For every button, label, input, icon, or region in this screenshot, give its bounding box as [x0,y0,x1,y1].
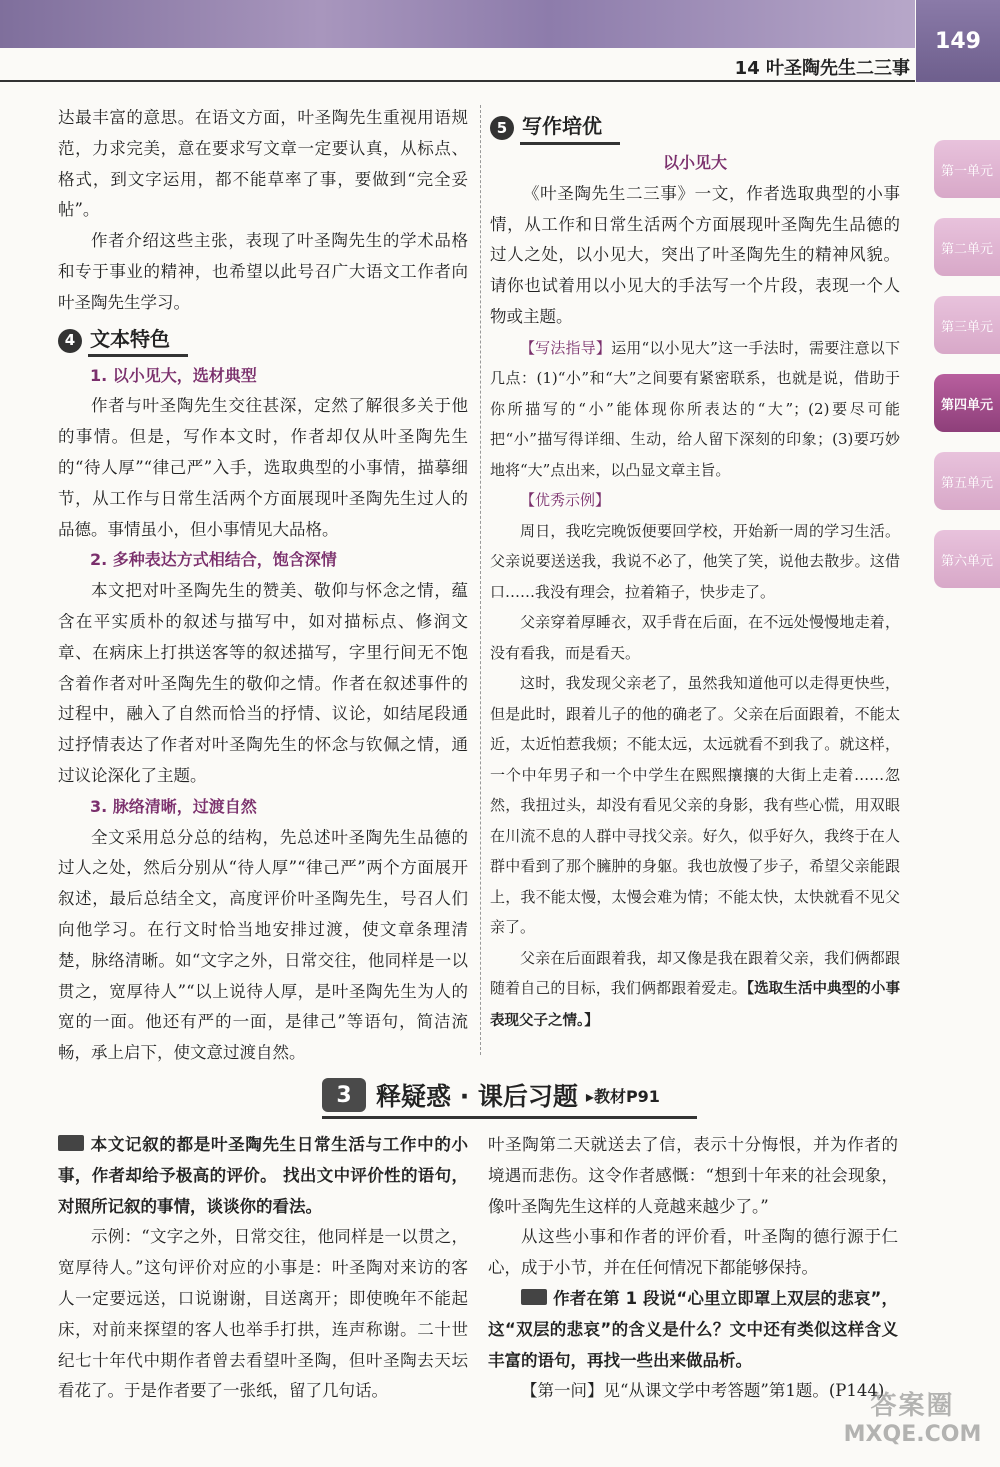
example-paragraph-1: 周日，我吃完晚饭便要回学校，开始新一周的学习生活。父亲说要送送我，我说不必了，他笑了笑，说他去散步。这借口……我没有理会，拉着箱子，快步走了。 [490,521,900,601]
banner-badge: 3 [322,1078,366,1112]
example-paragraph-4: 父亲在后面跟着我，却又像是我在跟着父亲，我们俩都跟随着自己的目标，我们俩都跟着爱走。 [490,948,900,998]
intro-paragraph-1: 达最丰富的意思。在语文方面，叶圣陶先生重视用语规范，力求完美，意在要求写文章一定要认真，从标点、格式，到文字运用，都不能草率了事，要做到“完全妥帖”。 [58,108,468,220]
left-column [58,103,468,1069]
answer-1-left: 示例：“文字之外，日常交往，他同样是一以贯之，宽厚待人。”这句评价对应的小事是：叶圣陶对来访的客人一定要远送，口说谢谢，目送离开；即使晚年不能起床，对前来探望的客人也举手打拱，连声称谢。二十世纪七十年代中期作者曾去看望叶圣陶，但叶圣陶去天坛看花了。于是作者要了一张纸，留了几句话。 [58,1227,468,1401]
page-number: 149 [916,0,1000,82]
unit-tab-4[interactable]: 第四单元 [934,374,1000,432]
intro-paragraph-2: 作者介绍这些主张，表现了叶圣陶先生的学术品格和专于事业的精神，也希望以此号召广大语文工作者向叶圣陶先生学习。 [58,231,468,312]
running-title: 14 叶圣陶先生二三事 [734,58,910,79]
unit-tab-6[interactable]: 第六单元 [934,530,1000,588]
feature-3-heading: 3. 脉络清晰，过渡自然 [90,796,257,816]
section-4-number: 4 [58,329,82,353]
watermark-logo: 答案圈 [870,1391,955,1421]
banner-title: 释疑惑 · 课后习题 [376,1082,578,1111]
section-5-number: 5 [490,116,514,140]
exercise-right [488,1130,898,1407]
header-band [0,0,915,48]
feature-1-heading: 1. 以小见大，选材典型 [90,365,257,385]
banner-subtitle: ▸教材P91 [585,1086,660,1106]
section-5-heading [490,110,900,146]
watermark [830,1385,995,1460]
feature-1-text: 作者与叶圣陶先生交往甚深，定然了解很多关于他的事情。但是，写作本文时，作者却仅从叶圣陶先生的“待人厚”“律己严”入手，选取典型的小事情，描摹细节，从工作与日常生活两个方面展现叶圣陶先生过人的品德。事情虽小，但小事情见大品格。 [58,396,468,539]
section-4-title: 文本特色 [88,324,188,358]
exercise-left [58,1130,468,1407]
example-note: 【选取生活中典型的小事表现父子之情。】 [490,981,900,1029]
example-label: 【优秀示例】 [520,491,611,510]
unit-tab-5[interactable]: 第五单元 [934,452,1000,510]
unit-tab-1[interactable]: 第一单元 [934,140,1000,198]
right-column [490,106,900,1036]
exercise-banner [322,1072,660,1118]
section-4-heading [58,323,468,359]
answer-1-right-2: 从这些小事和作者的评价看，叶圣陶的德行源于仁心，成于小节，并在任何情况下都能够保持。 [488,1227,898,1278]
feature-2-text: 本文把对叶圣陶先生的赞美、敬仰与怀念之情，蕴含在平实质朴的叙述与描写中，如对描标点、修润文章、在病床上打拱送客等的叙述描写，字里行间无不饱含着作者对叶圣陶先生的敬仰之情。作者在叙述事件的过程中，融入了自然而恰当的抒情、议论，如结尾段通过抒情表达了作者对叶圣陶先生的怀念与钦佩之情，通过议论深化了主题。 [58,581,468,785]
question-1-text: 本文记叙的都是叶圣陶先生日常生活与工作中的小事，作者却给予极高的评价。 找出文中评价性的语句，对照所记叙的事情，谈谈你的看法。 [58,1135,468,1216]
banner-rule [322,1116,697,1119]
question-2-icon [521,1289,547,1305]
unit-tab-2[interactable]: 第二单元 [934,218,1000,276]
guide-text: 运用“以小见大”这一手法时，需要注意以下几点：(1)“小”和“大”之间要有紧密联系，也就是说，借助于你所描写的“小”能体现你所表达的“大”；(2)要尽可能把“小”描写得详细、生动，给人留下深刻的印象；(3)要巧妙地将“大”点出来，以凸显文章主旨。 [490,338,900,479]
example-paragraph-3: 这时，我发现父亲老了，虽然我知道他可以走得更快些，但是此时，跟着儿子的他的确老了。父亲在后面跟着，不能太近，太近怕惹我烦；不能太远，太远就看不到我了。就这样，一个中年男子和一个中学生在熙熙攘攘的大街上走着……忽然，我扭过头，却没有看见父亲的身影，我有些心慌，用双眼在川流不息的人群中寻找父亲。好久，似乎好久，我终于在人群中看到了那个臃肿的身躯。我也放慢了步子，希望父亲能跟上，我不能太慢，太慢会难为情；不能太快，太快就看不见父亲了。 [490,674,900,937]
feature-2-heading: 2. 多种表达方式相结合，饱含深情 [90,550,337,570]
section-5-title: 写作培优 [520,111,620,145]
answer-1-right-1: 叶圣陶第二天就送去了信，表示十分悔恨，并为作者的境遇而悲伤。这令作者感慨：“想到十年来的社会现象，像叶圣陶先生这样的人竟越来越少了。” [488,1135,898,1216]
column-divider [480,105,481,1055]
answer-2: 【第一问】见“从课文学中考答题”第1题。(P144) [521,1381,885,1401]
feature-3-text: 全文采用总分总的结构，先总述叶圣陶先生品德的过人之处，然后分别从“待人厚”“律己严”两个方面展开叙述，最后总结全文，高度评价叶圣陶先生，号召人们向他学习。在行文时恰当地安排过渡，使文章条理清楚，脉络清晰。如“文字之外，日常交往，他同样是一以贯之，宽厚待人”“以上说待人厚，是叶圣陶先生为人的宽的一面。他还有严的一面，是律己”等语句，简洁流畅，承上启下，使文意过渡自然。 [58,827,468,1063]
writing-intro: 《叶圣陶先生二三事》一文，作者选取典型的小事情，从工作和日常生活两个方面展现叶圣陶先生品德的过人之处，以小见大，突出了叶圣陶先生的精神风貌。请你也试着用以小见大的手法写一个片段，表现一个人物或主题。 [490,183,900,326]
writing-subtitle: 以小见大 [662,153,727,172]
question-2-text: 作者在第 1 段说“心里立即罩上双层的悲哀”，这“双层的悲哀”的含义是什么？文中还有类似这样含义丰富的语句，再找一些出来做品析。 [488,1288,898,1370]
header-rule [0,80,915,82]
question-1-icon [58,1135,84,1151]
guide-label: 【写法指导】 [520,338,612,357]
example-paragraph-2: 父亲穿着厚睡衣，双手背在后面，在不远处慢慢地走着，没有看我，而是看天。 [490,613,900,662]
watermark-url: MXQE.COM [843,1422,982,1447]
writing-guide [490,333,900,1037]
unit-tab-3[interactable]: 第三单元 [934,296,1000,354]
unit-tabs [934,140,1000,608]
